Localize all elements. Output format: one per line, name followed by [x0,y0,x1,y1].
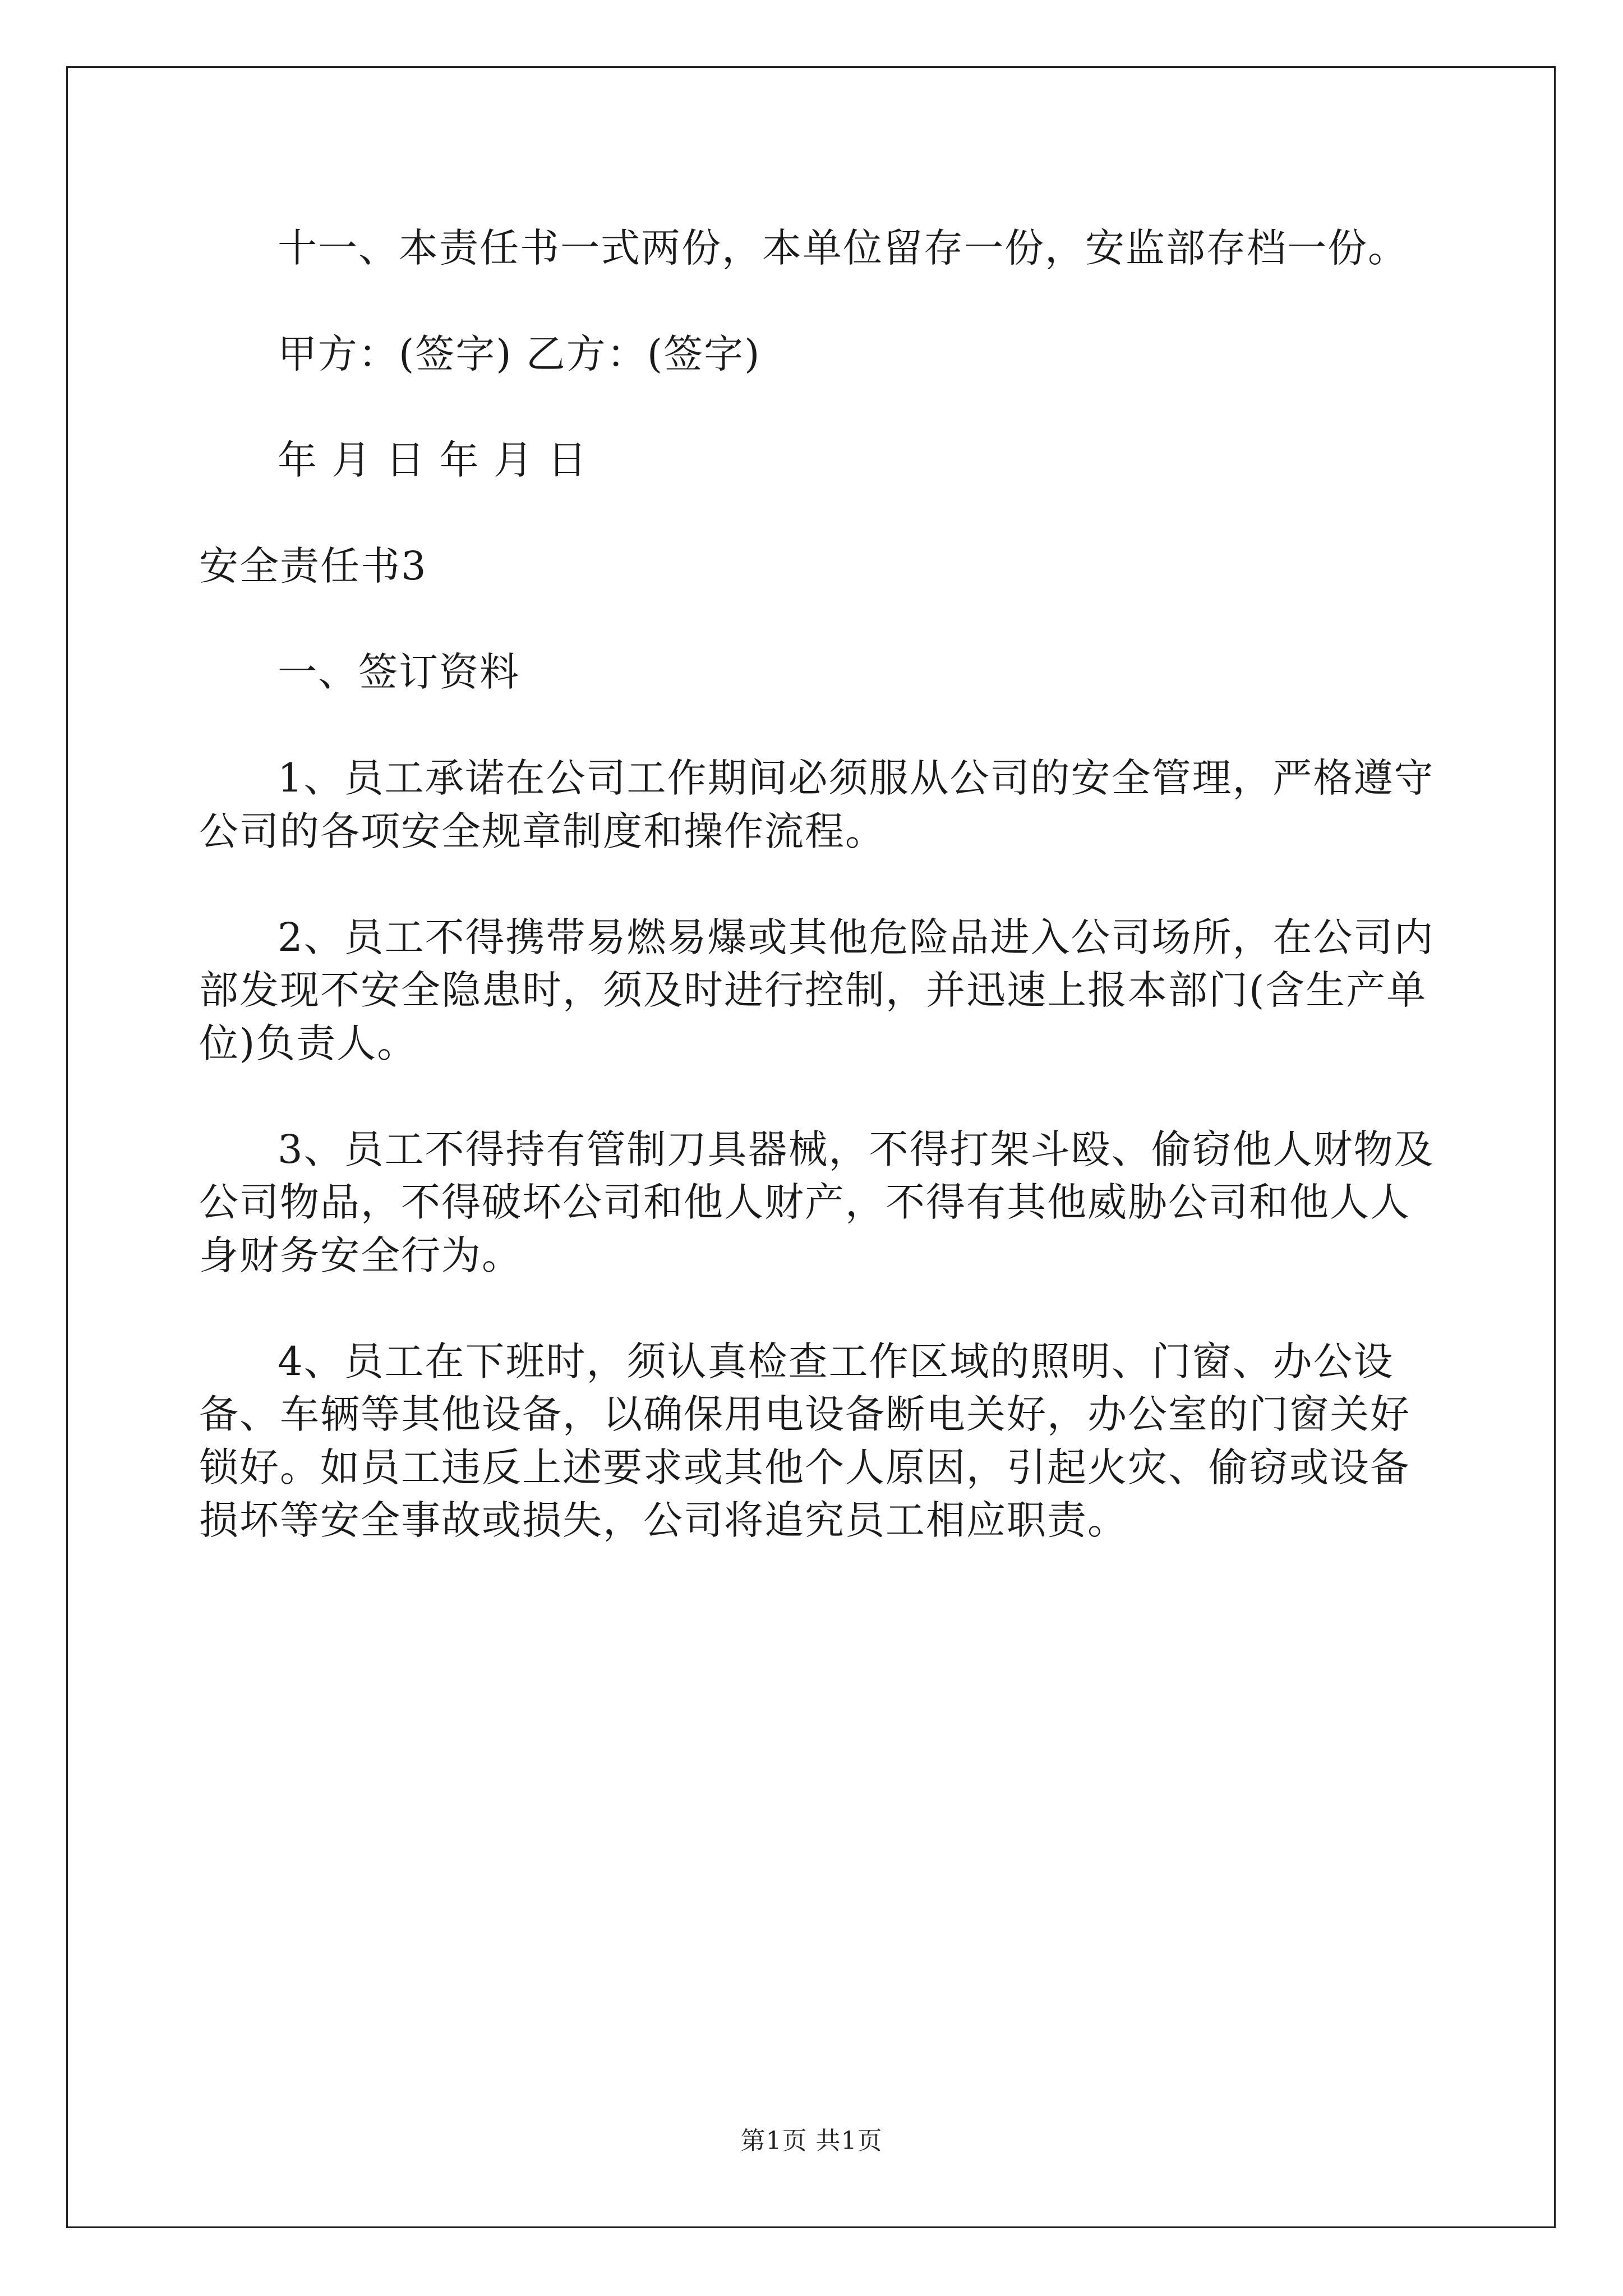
section-title: 安全责任书3 [199,543,427,589]
paragraph-signatures: 甲方：(签字) 乙方：(签字) [278,331,761,377]
paragraph-item-1: 1、员工承诺在公司工作期间必须服从公司的安全管理，严格遵守公司的各项安全规章制度和操作流程。 [199,755,1435,854]
section-heading: 一、签订资料 [278,649,520,695]
paragraph-dates: 年 月 日 年 月 日 [278,437,588,483]
paragraph-item-4: 4、员工在下班时，须认真检查工作区域的照明、门窗、办公设备、车辆等其他设备，以确保用电设备断电关好，办公室的门窗关好锁好。如员工违反上述要求或其他个人原因，引起火灾、偷窃或设备损坏等安全事故或损失，公司将追究员工相应职责。 [199,1338,1410,1543]
paragraph-item-3: 3、员工不得持有管制刀具器械，不得打架斗殴、偷窃他人财物及公司物品，不得破坏公司和他人财产，不得有其他威胁公司和他人人身财务安全行为。 [199,1126,1435,1278]
page-footer: 第1页 共1页 [740,2127,883,2155]
document-body [199,222,1438,1547]
paragraph-item-2: 2、员工不得携带易燃易爆或其他危险品进入公司场所，在公司内部发现不安全隐患时，须及时进行控制，并迅速上报本部门(含生产单位)负责人。 [199,914,1435,1066]
paragraph-copies: 十一、本责任书一式两份，本单位留存一份，安监部存档一份。 [278,225,1408,271]
